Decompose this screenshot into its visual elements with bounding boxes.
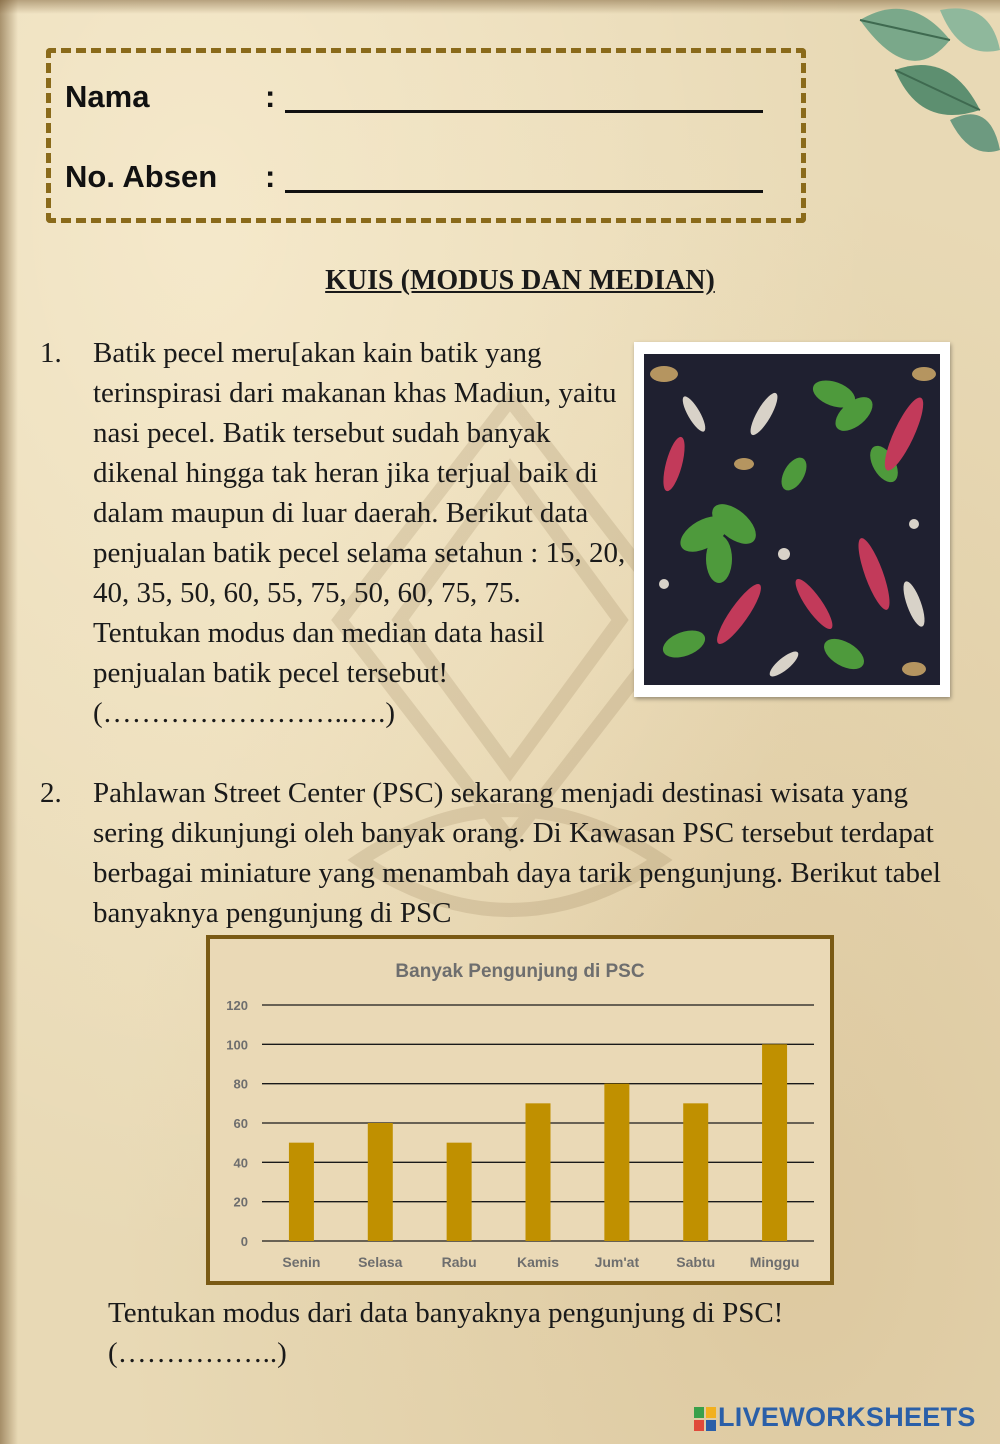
leaves-decoration — [800, 0, 1000, 160]
identity-box — [46, 48, 806, 223]
batik-photo-frame — [634, 342, 950, 697]
batik-pecel-photo — [644, 354, 940, 685]
y-tick-label: 80 — [233, 1076, 248, 1092]
absen-label: No. Absen — [65, 159, 218, 194]
question-2-ask — [108, 1293, 958, 1373]
y-tick-label: 60 — [233, 1116, 248, 1131]
x-tick-label: Selasa — [358, 1254, 403, 1270]
question-1-number: 1. — [40, 337, 62, 369]
question-2-text: Pahlawan Street Center (PSC) sekarang menjadi destinasi wisata yang sering dikunjungi oleh banyak orang. Di Kawasan PSC tersebut terdapat berbagai miniature yang menambah daya tarik pengunjung. Berikut tabel banyaknya pengunjung di PSC — [93, 777, 941, 929]
bar-selasa — [368, 1123, 393, 1241]
x-tick-label: Sabtu — [676, 1254, 716, 1270]
x-tick-label: Rabu — [441, 1254, 477, 1270]
bar-jumat — [604, 1084, 629, 1241]
visitor-bar-chart — [210, 939, 830, 1281]
y-tick-label: 100 — [226, 1037, 248, 1053]
question-2-number: 2. — [40, 777, 62, 809]
quiz-title: KUIS (MODUS DAN MEDIAN) — [325, 265, 715, 296]
question-2 — [40, 773, 970, 933]
y-tick-label: 20 — [233, 1194, 248, 1210]
question-2-ask-text: Tentukan modus dari data banyaknya pengunjung di PSC! — [108, 1297, 784, 1329]
liveworksheets-brand: LIVEWORKSHEETS — [718, 1402, 976, 1432]
y-tick-label: 40 — [233, 1155, 248, 1171]
bar-sabtu — [683, 1103, 708, 1241]
x-tick-label: Kamis — [516, 1254, 560, 1270]
bar-senin — [289, 1143, 314, 1241]
question-1 — [40, 333, 630, 733]
y-tick-label: 0 — [240, 1234, 248, 1249]
question-1-text: Batik pecel meru[akan kain batik yang terinspirasi dari makanan khas Madiun, yaitu nasi pecel. Batik tersebut sudah banyak dikenal hingga tak heran jika terjual baik di dalam maupun di luar daerah. Berikut data penjualan batik pecel selama setahun : 15, 20, 40, 35, 50, 60, 55, 75, 50, 60, 75, 75. Tentukan modus dan median data hasil penjualan batik pecel tersebut! — [93, 337, 626, 689]
bar-kamis — [526, 1103, 551, 1241]
liveworksheets-logo-icon — [694, 1407, 716, 1431]
x-tick-label: Jum'at — [594, 1254, 640, 1270]
absen-colon: : — [265, 159, 276, 194]
absen-input-line[interactable] — [285, 190, 763, 193]
name-input-line[interactable] — [285, 110, 763, 113]
name-row — [65, 79, 763, 115]
chart-title: Banyak Pengunjung di PSC — [395, 961, 645, 982]
paper-edge-left — [0, 0, 18, 1444]
question-2-answer-blank[interactable]: (……………..) — [108, 1337, 287, 1369]
x-tick-label: Senin — [282, 1254, 321, 1270]
x-tick-label: Minggu — [749, 1254, 800, 1270]
bar-minggu — [762, 1044, 787, 1241]
question-1-answer-blank[interactable]: (……………………..….) — [93, 697, 396, 729]
bar-rabu — [447, 1143, 472, 1241]
name-label: Nama — [65, 79, 150, 114]
absen-row — [65, 159, 763, 195]
y-tick-label: 120 — [226, 998, 248, 1013]
name-colon: : — [265, 79, 276, 114]
visitor-chart — [206, 935, 834, 1285]
